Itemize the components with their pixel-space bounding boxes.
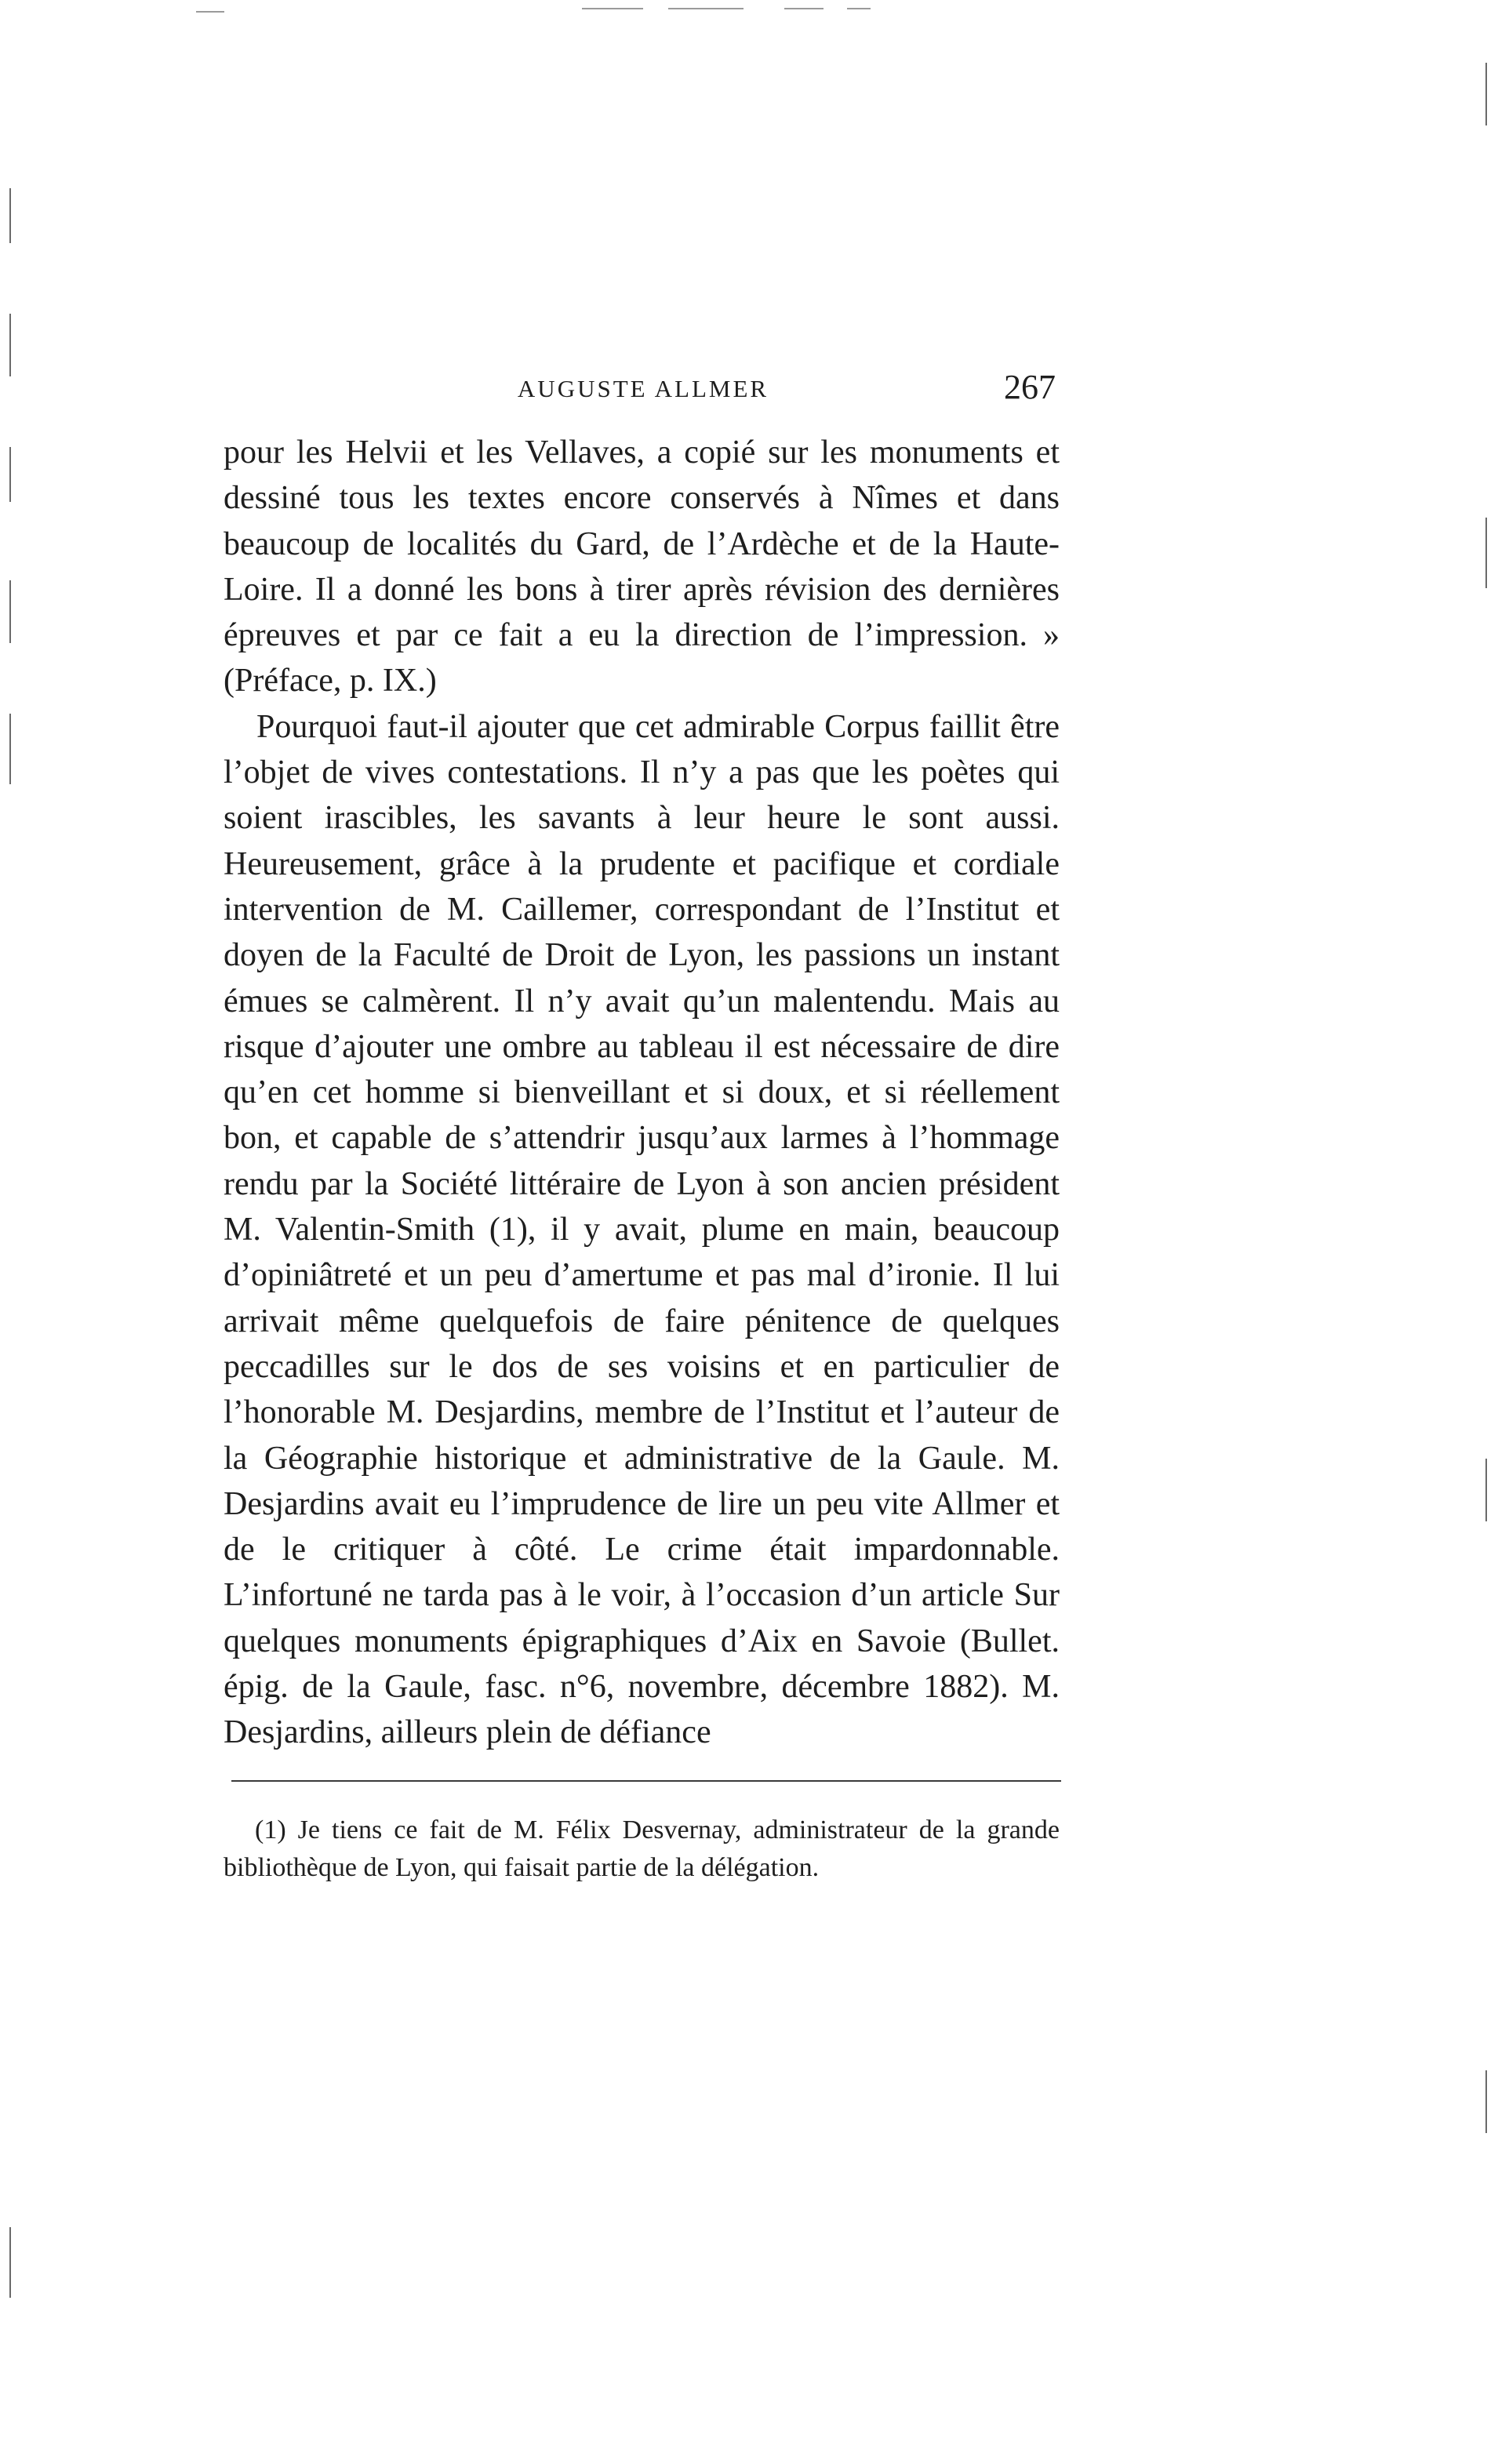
running-title: AUGUSTE ALLMER [517,375,769,402]
scan-artifact [784,8,824,9]
scan-artifact [668,8,744,9]
scan-artifact [1485,63,1487,125]
paragraph: Pourquoi faut-il ajouter que cet admirable Corpus faillit être l’objet de vives contestations. Il n’y a pas que les poètes qui soient irascibles, les savants à leur heure le sont aussi. Heureusement, grâce à la prudente et pacifique et cordiale intervention de M. Caillemer, correspondant de l’Institut et doyen de la Faculté de Droit de Lyon, les passions un instant émues se calmèrent. Il n’y avait qu’un malentendu. Mais au risque d’ajouter une ombre au tableau il est nécessaire de dire qu’en cet homme si bienveillant et si doux, et si réellement bon, et capable de s’attendrir jusqu’aux larmes à l’hommage rendu par la Société littéraire de Lyon à son ancien président M. Valentin-Smith (1), il y avait, plume en main, beaucoup d’opiniâtreté et un peu d’amertume et pas mal d’ironie. Il lui arrivait même quelquefois de faire pénitence de quelques peccadilles sur le dos de ses voisins et en particulier de l’honorable M. Desjardins, membre de l’Institut et l’auteur de la Géographie historique et administrative de la Gaule. M. Desjardins avait eu l’imprudence de lire un peu vite Allmer et de le critiquer à côté. Le crime était impardonnable. L’infortuné ne tarda pas à le voir, à l’occasion d’un article Sur quelques monuments épigraphiques d’Aix en Savoie (Bullet. épig. de la Gaule, fasc. n°6, novembre, décembre 1882). M. Desjardins, ailleurs plein de défiance [224,708,1060,1751]
scan-artifact [9,580,11,643]
scan-artifact [196,11,224,13]
footnote-rule [231,1780,1061,1782]
scan-artifact [1485,518,1487,588]
footnote: (1) Je tiens ce fait de M. Félix Desvernay, administrateur de la grande bibliothèque de Lyon, qui faisait partie de la délégation. [224,1815,1060,1882]
scan-artifact [1485,1459,1487,1521]
scan-artifact [847,8,871,9]
scan-artifact [9,2227,11,2298]
body-text [224,430,1060,1756]
page-number: 267 [1004,368,1056,406]
scan-artifact [9,188,11,243]
scan-artifact [9,714,11,784]
paragraph: pour les Helvii et les Vellaves, a copié sur les monuments et dessiné tous les textes encore conservés à Nîmes et dans beaucoup de localités du Gard, de l’Ardèche et de la Haute-Loire. Il a donné les bons à tirer après révision des dernières épreuves et par ce fait a eu la direction de l’impression. » (Préface, p. IX.) [224,434,1060,700]
scan-artifact [9,447,11,502]
scan-artifact [9,314,11,376]
running-head [227,367,1059,414]
scan-artifact [1485,2070,1487,2133]
scan-artifact [582,8,643,9]
